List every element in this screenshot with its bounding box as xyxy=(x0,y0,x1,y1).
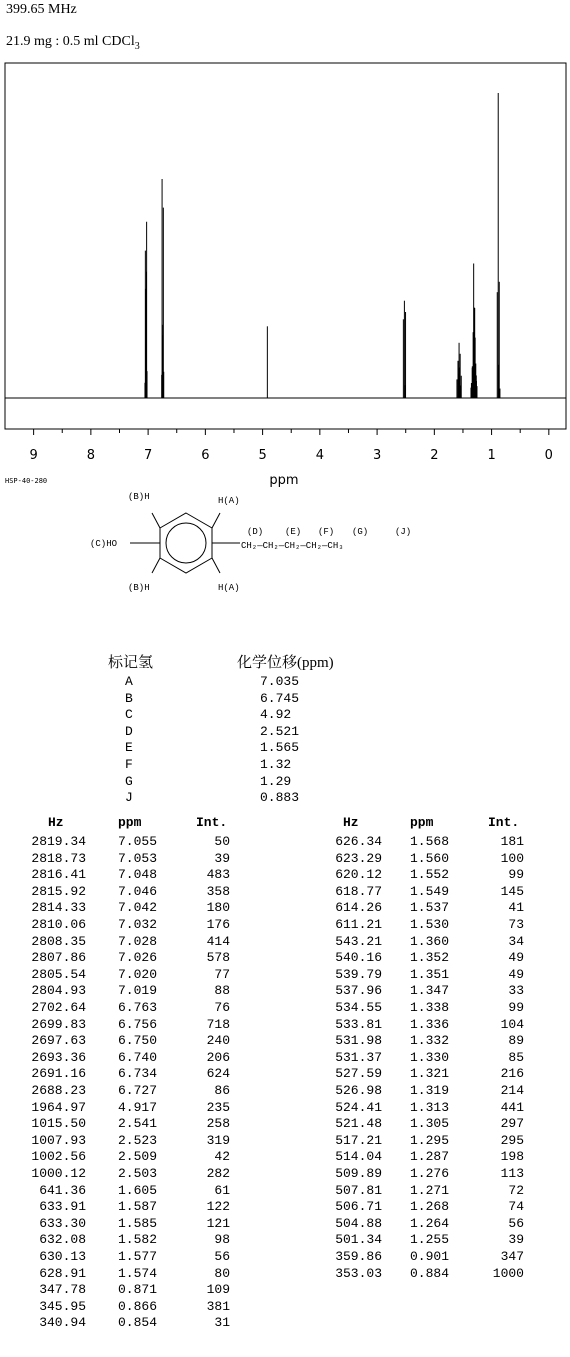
peak-ppm: 1.313 xyxy=(410,1099,450,1115)
bond-bot-right xyxy=(212,558,220,573)
label-bot-right: H(A) xyxy=(218,583,240,593)
peak-int: 240 xyxy=(206,1033,230,1049)
peak-ppm: 1.587 xyxy=(118,1199,158,1215)
peak-int: 295 xyxy=(500,1132,524,1148)
peak-ppm: 1.336 xyxy=(410,1016,450,1032)
peak-ppm: 1.338 xyxy=(410,1000,450,1015)
peak-hz: 2699.83 xyxy=(31,1016,86,1032)
peak-ppm: 1.352 xyxy=(410,950,450,966)
peak-int: 42 xyxy=(214,1149,230,1165)
peak-ppm: 1.530 xyxy=(410,917,450,932)
peak-hz: 507.81 xyxy=(335,1182,382,1198)
peak-hz: 2805.54 xyxy=(31,966,86,982)
x-axis-label: ppm xyxy=(269,473,299,488)
peak-hz: 2688.23 xyxy=(31,1083,86,1098)
peak-ppm: 1.347 xyxy=(410,983,450,999)
assignment-label: F xyxy=(125,757,133,772)
benzene-ring xyxy=(160,513,212,573)
peak-ppm: 1.552 xyxy=(410,867,450,883)
peak-int: 86 xyxy=(214,1083,230,1098)
peak-hz: 345.95 xyxy=(39,1298,86,1314)
assignment-header-label: 标记氢 xyxy=(108,655,154,671)
peak-hz: 623.29 xyxy=(335,850,382,866)
peak-ppm: 0.901 xyxy=(410,1249,450,1264)
peak-int: 49 xyxy=(508,950,524,966)
peak-ppm: 1.582 xyxy=(118,1232,158,1248)
peak-ppm: 6.734 xyxy=(118,1066,158,1082)
peak-int: 34 xyxy=(508,933,524,949)
peak-int: 414 xyxy=(206,933,230,949)
frequency-label: 399.65 MHz xyxy=(6,2,77,17)
peak-ppm: 1.271 xyxy=(410,1182,450,1198)
x-tick-label: 6 xyxy=(201,448,210,463)
peak-ppm: 6.750 xyxy=(118,1033,158,1049)
peak-int: 31 xyxy=(214,1315,230,1331)
peak-hz: 1000.12 xyxy=(31,1166,86,1181)
peak-int: 89 xyxy=(508,1033,524,1049)
peak-table-header: Int. xyxy=(488,815,520,830)
peak-ppm: 7.020 xyxy=(118,966,158,982)
peak-int: 198 xyxy=(500,1149,524,1165)
peak-ppm: 6.740 xyxy=(118,1049,158,1065)
peak-hz: 2819.34 xyxy=(31,834,86,849)
peak-table-header: Hz xyxy=(343,815,359,830)
peak-hz: 524.41 xyxy=(335,1099,382,1115)
x-axis-ticks xyxy=(29,429,552,463)
assignment-label: J xyxy=(125,790,133,806)
peak-ppm: 2.509 xyxy=(118,1149,158,1165)
label-bot-left: (B)H xyxy=(128,583,150,593)
peak-ppm: 7.053 xyxy=(118,850,158,866)
peak-int: 61 xyxy=(214,1182,230,1198)
peak-ppm: 1.574 xyxy=(118,1265,158,1281)
x-tick-label: 9 xyxy=(29,448,38,463)
peak-int: 56 xyxy=(508,1215,524,1231)
peak-int: 145 xyxy=(500,883,524,899)
peak-hz: 534.55 xyxy=(335,1000,382,1015)
x-tick-label: 1 xyxy=(487,448,496,463)
peak-int: 39 xyxy=(508,1232,524,1248)
peak-int: 235 xyxy=(206,1099,230,1115)
peak-ppm: 7.046 xyxy=(118,883,158,899)
assignment-label: A xyxy=(125,674,133,689)
peak-hz: 543.21 xyxy=(335,933,382,949)
peak-ppm: 1.287 xyxy=(410,1149,450,1165)
plot-frame xyxy=(5,63,566,429)
peak-hz: 347.78 xyxy=(39,1282,86,1298)
peak-hz: 2816.41 xyxy=(31,867,86,883)
peak-int: 76 xyxy=(214,1000,230,1015)
bond-top-left xyxy=(152,513,160,528)
peak-hz: 501.34 xyxy=(335,1232,382,1248)
bond-top-right xyxy=(212,513,220,528)
peak-ppm: 1.268 xyxy=(410,1199,450,1215)
peak-int: 39 xyxy=(214,850,230,866)
peak-hz: 632.08 xyxy=(39,1232,86,1248)
peak-hz: 509.89 xyxy=(335,1166,382,1181)
peak-int: 80 xyxy=(214,1265,230,1281)
peak-int: 33 xyxy=(508,983,524,999)
peak-table-header: Hz xyxy=(48,815,64,830)
peak-hz: 2693.36 xyxy=(31,1049,86,1065)
peak-int: 72 xyxy=(508,1182,524,1198)
peak-int: 56 xyxy=(214,1249,230,1264)
peak-int: 50 xyxy=(214,834,230,849)
label-f: (F) xyxy=(318,527,335,537)
peak-hz: 531.98 xyxy=(335,1033,382,1049)
peak-int: 74 xyxy=(508,1199,524,1215)
peak-int: 113 xyxy=(500,1166,524,1181)
peak-hz: 521.48 xyxy=(335,1116,382,1132)
label-d: (D) xyxy=(247,527,264,537)
peak-table-header: ppm xyxy=(410,815,434,830)
peak-hz: 1964.97 xyxy=(31,1099,86,1115)
peak-ppm: 7.055 xyxy=(118,834,158,849)
peaks-group xyxy=(145,93,500,398)
peak-int: 176 xyxy=(206,917,230,932)
peak-hz: 2804.93 xyxy=(31,983,86,999)
peak-int: 282 xyxy=(206,1166,230,1181)
peak-hz: 2691.16 xyxy=(31,1066,86,1082)
x-tick-label: 0 xyxy=(544,448,553,463)
peak-ppm: 4.917 xyxy=(118,1099,158,1115)
peak-ppm: 1.585 xyxy=(118,1215,158,1231)
peak-hz: 618.77 xyxy=(335,883,382,899)
nmr-spectrum-chart xyxy=(0,0,570,500)
peak-ppm: 1.577 xyxy=(118,1249,158,1264)
assignment-header-shift: 化学位移(ppm) xyxy=(237,655,334,671)
peak-ppm: 2.503 xyxy=(118,1166,158,1181)
peak-hz: 2810.06 xyxy=(31,917,86,932)
peak-ppm: 1.549 xyxy=(410,883,450,899)
peak-int: 98 xyxy=(214,1232,230,1248)
peak-hz: 633.30 xyxy=(39,1215,86,1231)
peak-int: 297 xyxy=(500,1116,524,1132)
peak-int: 206 xyxy=(206,1049,230,1065)
peak-hz: 614.26 xyxy=(335,900,382,916)
peak-ppm: 1.332 xyxy=(410,1033,450,1049)
peak-int: 624 xyxy=(206,1066,230,1082)
peak-ppm: 1.319 xyxy=(410,1083,450,1098)
peak-ppm: 1.305 xyxy=(410,1116,450,1132)
peak-hz: 633.91 xyxy=(39,1199,86,1215)
peak-ppm: 6.727 xyxy=(118,1083,158,1098)
x-tick-label: 3 xyxy=(372,448,382,463)
assignment-label: B xyxy=(125,690,133,706)
peak-ppm: 7.026 xyxy=(118,950,158,966)
peak-ppm: 2.541 xyxy=(118,1116,158,1132)
peak-int: 73 xyxy=(508,917,524,932)
label-top-right: H(A) xyxy=(218,496,240,506)
peak-int: 214 xyxy=(500,1083,524,1098)
peak-ppm: 0.854 xyxy=(118,1315,158,1331)
peak-int: 100 xyxy=(500,850,524,866)
peak-int: 88 xyxy=(214,983,230,999)
peak-int: 181 xyxy=(500,834,524,849)
bond-bot-left xyxy=(152,558,160,573)
peak-int: 258 xyxy=(206,1116,230,1132)
peak-int: 104 xyxy=(500,1016,524,1032)
peak-int: 578 xyxy=(206,950,230,966)
sample-label-text: 21.9 mg : 0.5 ml CDCl xyxy=(6,34,135,49)
peak-ppm: 1.537 xyxy=(410,900,450,916)
peak-ppm: 1.568 xyxy=(410,834,450,849)
assignment-ppm: 4.92 xyxy=(260,707,292,723)
peak-int: 49 xyxy=(508,966,524,982)
peak-int: 41 xyxy=(508,900,524,916)
peak-int: 483 xyxy=(206,867,230,883)
peak-hz: 2697.63 xyxy=(31,1033,86,1049)
assignment-ppm: 2.521 xyxy=(260,723,300,739)
aromatic-circle xyxy=(166,523,206,563)
x-tick-label: 5 xyxy=(258,448,267,463)
assignment-label: D xyxy=(125,723,133,739)
peak-ppm: 7.019 xyxy=(118,983,158,999)
peak-hz: 540.16 xyxy=(335,950,382,966)
peak-int: 718 xyxy=(206,1016,230,1032)
peak-hz: 2814.33 xyxy=(31,900,86,916)
peak-ppm: 6.763 xyxy=(118,1000,158,1015)
peak-int: 85 xyxy=(508,1049,524,1065)
peak-hz: 2808.35 xyxy=(31,933,86,949)
assignment-ppm: 6.745 xyxy=(260,690,300,706)
peak-hz: 537.96 xyxy=(335,983,382,999)
label-e: (E) xyxy=(285,527,302,537)
peak-hz: 526.98 xyxy=(335,1083,382,1098)
x-tick-label: 7 xyxy=(143,448,153,463)
peak-ppm: 7.042 xyxy=(118,900,158,916)
peak-hz: 517.21 xyxy=(335,1132,382,1148)
label-top-left: (B)H xyxy=(128,492,150,502)
peak-hz: 620.12 xyxy=(335,867,382,883)
peak-hz: 2815.92 xyxy=(31,883,86,899)
peak-int: 121 xyxy=(206,1215,230,1231)
peak-ppm: 1.330 xyxy=(410,1049,450,1065)
peak-int: 77 xyxy=(214,966,230,982)
peak-ppm: 1.295 xyxy=(410,1132,450,1148)
assignment-label: G xyxy=(125,773,133,789)
peak-ppm: 1.605 xyxy=(118,1182,158,1198)
peak-ppm: 7.028 xyxy=(118,933,158,949)
peak-hz: 359.86 xyxy=(335,1249,382,1264)
x-tick-label: 4 xyxy=(315,448,324,463)
assignment-ppm: 7.035 xyxy=(260,674,300,689)
peak-hz: 1015.50 xyxy=(31,1116,86,1132)
peak-int: 180 xyxy=(206,900,230,916)
peak-hz: 626.34 xyxy=(335,834,382,849)
peak-table-header: Int. xyxy=(196,815,228,830)
peak-int: 381 xyxy=(206,1298,230,1314)
peak-hz: 628.91 xyxy=(39,1265,86,1281)
peak-int: 319 xyxy=(206,1132,230,1148)
peak-hz: 533.81 xyxy=(335,1016,382,1032)
assignment-ppm: 1.32 xyxy=(260,757,292,772)
peak-ppm: 7.032 xyxy=(118,917,158,932)
assignment-ppm: 0.883 xyxy=(260,790,300,806)
peak-hz: 506.71 xyxy=(335,1199,382,1215)
peak-hz: 539.79 xyxy=(335,966,382,982)
peak-int: 122 xyxy=(206,1199,230,1215)
peak-ppm: 0.871 xyxy=(118,1282,158,1298)
peak-ppm: 1.276 xyxy=(410,1166,450,1181)
peak-ppm: 2.523 xyxy=(118,1132,158,1148)
peak-ppm: 1.255 xyxy=(410,1232,450,1248)
peak-hz: 514.04 xyxy=(335,1149,382,1165)
peak-hz: 2807.86 xyxy=(31,950,86,966)
alkyl-chain: CH₂—CH₂—CH₂—CH₂—CH₃ xyxy=(241,541,344,551)
peak-hz: 611.21 xyxy=(335,917,382,932)
peak-hz: 527.59 xyxy=(335,1066,382,1082)
assignment-label: E xyxy=(125,740,133,756)
label-g: (G) xyxy=(352,527,369,537)
peak-hz: 1002.56 xyxy=(31,1149,86,1165)
x-tick-label: 2 xyxy=(430,448,439,463)
peak-ppm: 6.756 xyxy=(118,1016,158,1032)
sample-label-subscript: 3 xyxy=(134,40,140,52)
x-tick-label: 8 xyxy=(86,448,96,463)
peak-hz: 353.03 xyxy=(335,1265,382,1281)
peak-int: 109 xyxy=(206,1282,230,1298)
peak-int: 1000 xyxy=(492,1265,524,1281)
peak-ppm: 1.560 xyxy=(410,850,450,866)
peak-hz: 504.88 xyxy=(335,1215,382,1231)
peak-hz: 630.13 xyxy=(39,1249,86,1264)
assignment-ppm: 1.29 xyxy=(260,773,292,789)
label-oh: (C)HO xyxy=(90,539,118,549)
peak-int: 347 xyxy=(500,1249,524,1264)
peak-ppm: 1.321 xyxy=(410,1066,450,1082)
assignment-ppm: 1.565 xyxy=(260,740,300,756)
peak-hz: 2702.64 xyxy=(31,1000,86,1015)
peak-ppm: 1.351 xyxy=(410,966,450,982)
peak-hz: 2818.73 xyxy=(31,850,86,866)
peak-table-header: ppm xyxy=(118,815,142,830)
peak-int: 441 xyxy=(500,1099,524,1115)
peak-int: 358 xyxy=(206,883,230,899)
peak-ppm: 1.360 xyxy=(410,933,450,949)
spectrum-code: HSP-40-280 xyxy=(5,477,48,485)
peak-int: 99 xyxy=(508,1000,524,1015)
peak-hz: 641.36 xyxy=(39,1182,86,1198)
peak-ppm: 7.048 xyxy=(118,867,158,883)
peak-hz: 340.94 xyxy=(39,1315,86,1331)
peak-hz: 1007.93 xyxy=(31,1132,86,1148)
peak-ppm: 0.884 xyxy=(410,1265,450,1281)
peak-ppm: 0.866 xyxy=(118,1298,158,1314)
peak-int: 99 xyxy=(508,867,524,883)
peak-int: 216 xyxy=(500,1066,524,1082)
label-j: (J) xyxy=(395,527,412,537)
molecule-structure xyxy=(0,490,570,610)
peak-hz: 531.37 xyxy=(335,1049,382,1065)
assignment-label: C xyxy=(125,707,133,723)
peak-ppm: 1.264 xyxy=(410,1215,450,1231)
